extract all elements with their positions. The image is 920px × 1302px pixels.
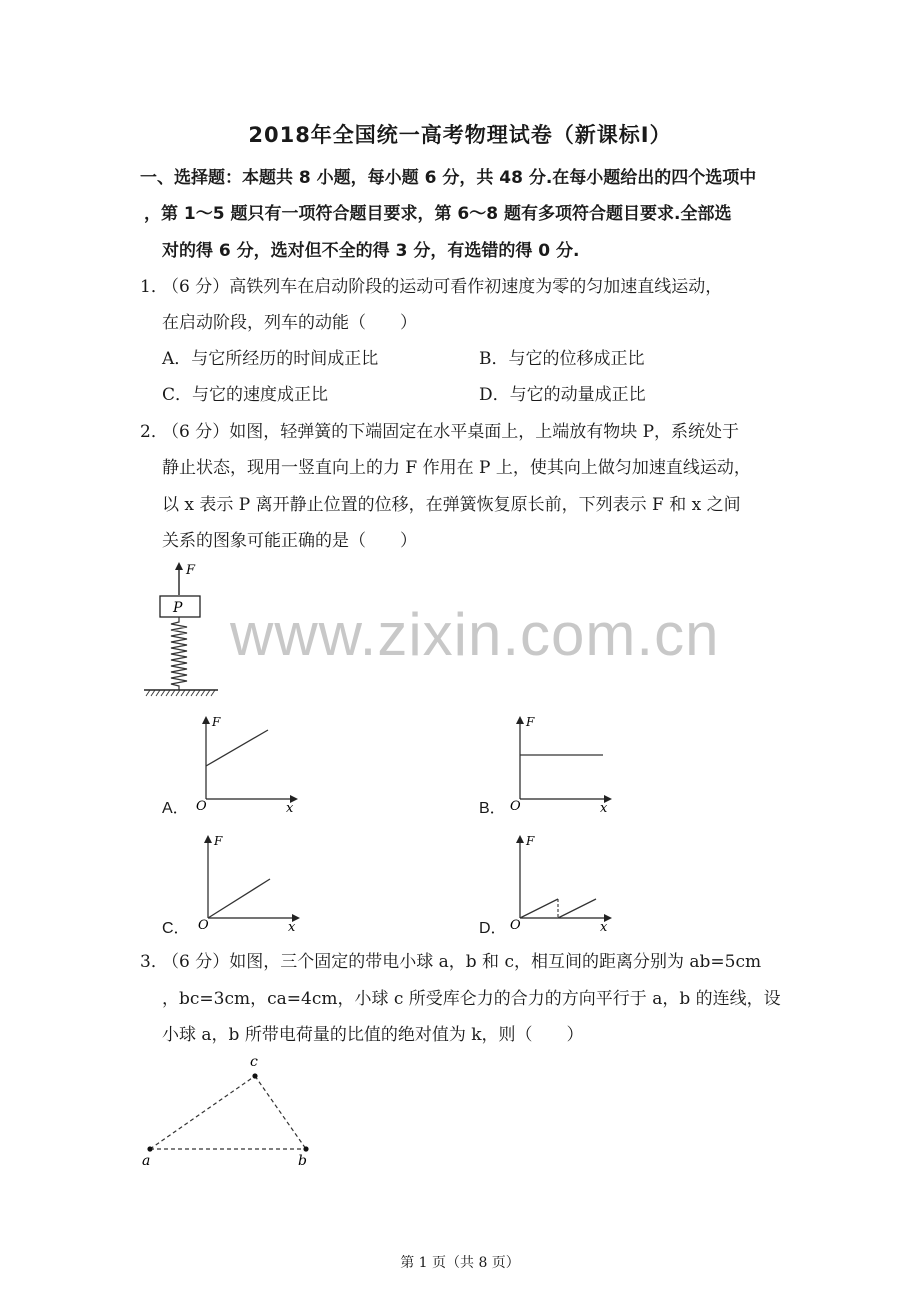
- charge-a: [147, 1146, 152, 1151]
- label-c: c: [250, 1054, 258, 1070]
- q1-number: 1．: [140, 277, 168, 297]
- force-label: F: [186, 563, 196, 578]
- charge-c: [252, 1073, 257, 1078]
- svg-text:F: F: [526, 834, 535, 848]
- charge-triangle-figure: [138, 1052, 323, 1170]
- label-a: a: [142, 1153, 151, 1169]
- q2-option-b-label: B．: [479, 800, 506, 817]
- q3-line-3: 小球 a，b 所带电荷量的比值的绝对值为 k，则（ ）: [162, 1025, 584, 1045]
- label-b: b: [298, 1153, 307, 1169]
- graph-d: [506, 829, 621, 934]
- page-footer: 第 1 页（共 8 页）: [400, 1255, 520, 1271]
- svg-text:x: x: [600, 920, 608, 934]
- svg-text:x: x: [286, 801, 294, 815]
- q1-option-c: C．与它的速度成正比: [162, 385, 329, 405]
- block-label: P: [173, 600, 183, 616]
- q3-line-1: （6 分）如图，三个固定的带电小球 a，b 和 c，相互间的距离分别为 ab=5cm: [162, 952, 762, 972]
- svg-text:O: O: [196, 799, 207, 814]
- graph-c: [194, 829, 309, 934]
- q2-line-4: 关系的图象可能正确的是（ ）: [162, 531, 417, 551]
- q2-line-2: 静止状态，现用一竖直向上的力 F 作用在 P 上，使其向上做匀加速直线运动，: [162, 458, 751, 478]
- svg-text:F: F: [526, 715, 535, 729]
- q2-number: 2．: [140, 422, 168, 442]
- graph-c-line: [208, 879, 270, 918]
- q3-number: 3．: [140, 952, 168, 972]
- svg-text:x: x: [288, 920, 296, 934]
- svg-text:F: F: [212, 715, 221, 729]
- q2-line-3: 以 x 表示 P 离开静止位置的位移，在弹簧恢复原长前，下列表示 F 和 x 之间: [162, 495, 741, 515]
- spring: [171, 617, 187, 690]
- q2-option-c-label: C．: [162, 920, 190, 937]
- graph-d-line-1: [520, 899, 558, 918]
- q2-option-d-label: D．: [479, 920, 507, 937]
- q1-line-2: 在启动阶段，列车的动能（ ）: [162, 313, 417, 333]
- svg-text:x: x: [600, 801, 608, 815]
- graph-d-line-2: [558, 899, 596, 918]
- charge-b: [303, 1146, 308, 1151]
- svg-text:F: F: [214, 834, 223, 848]
- side-ac: [150, 1076, 255, 1149]
- q1-line-1: （6 分）高铁列车在启动阶段的运动可看作初速度为零的匀加速直线运动，: [162, 277, 723, 297]
- section-line-3: 对的得 6 分，选对但不全的得 3 分，有选错的得 0 分.: [162, 241, 580, 261]
- section-line-1: 一、选择题：本题共 8 小题，每小题 6 分，共 48 分.在每小题给出的四个选项中: [140, 168, 757, 188]
- graph-b: [506, 710, 621, 815]
- page-title: 2018年全国统一高考物理试卷（新课标Ⅰ）: [248, 123, 672, 147]
- spring-block-figure: [138, 560, 228, 700]
- section-line-2: ，第 1～5 题只有一项符合题目要求，第 6～8 题有多项符合题目要求.全部选: [144, 204, 732, 224]
- svg-text:O: O: [510, 799, 521, 814]
- q2-option-a-label: A．: [162, 800, 189, 817]
- q3-line-2: ，bc=3cm，ca=4cm，小球 c 所受库仑力的合力的方向平行于 a，b 的连线，设: [162, 989, 781, 1009]
- graph-a-line: [206, 730, 268, 766]
- svg-text:O: O: [198, 918, 209, 933]
- svg-text:O: O: [510, 918, 521, 933]
- watermark: www.zixin.com.cn: [230, 601, 720, 668]
- q1-option-d: D．与它的动量成正比: [479, 385, 646, 405]
- graph-a: [192, 710, 307, 815]
- table-hatching: [146, 690, 215, 696]
- q1-option-b: B．与它的位移成正比: [479, 349, 645, 369]
- side-bc: [255, 1076, 306, 1149]
- q1-option-a: A．与它所经历的时间成正比: [162, 349, 379, 369]
- q2-line-1: （6 分）如图，轻弹簧的下端固定在水平桌面上，上端放有物块 P，系统处于: [162, 422, 740, 442]
